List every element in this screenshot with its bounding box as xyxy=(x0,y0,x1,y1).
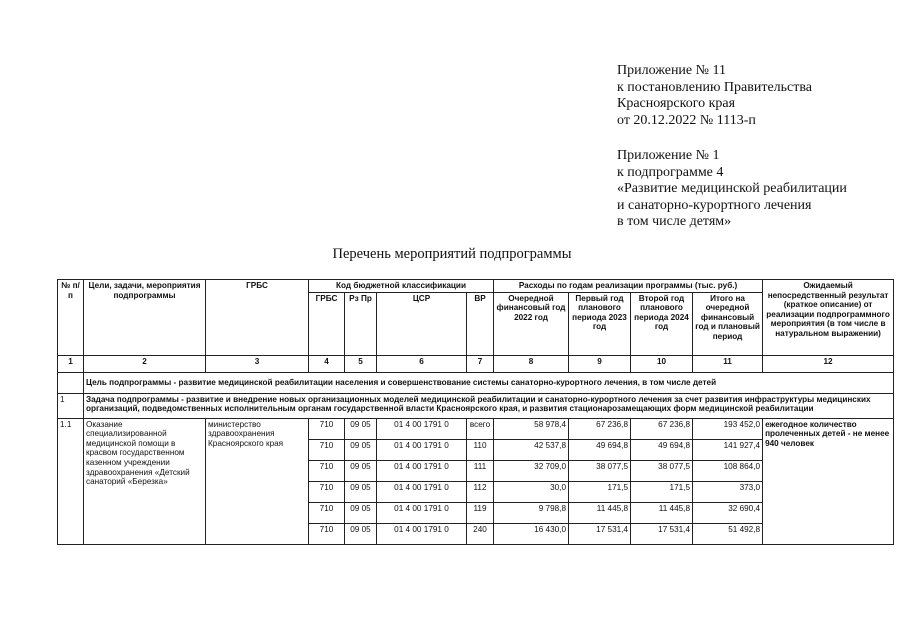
cell-rzpr: 09 05 xyxy=(345,523,377,544)
cell-csr: 01 4 00 1791 0 xyxy=(377,418,467,439)
page-title: Перечень мероприятий подпрограммы xyxy=(332,246,572,262)
col-header-2022: Очередной финансовый год 2022 год xyxy=(494,292,569,355)
cell-2023: 38 077,5 xyxy=(569,460,631,481)
col-header-total: Итого на очередной финансовый год и плановый период xyxy=(693,292,763,355)
cell-csr: 01 4 00 1791 0 xyxy=(377,481,467,502)
column-numbers-row xyxy=(58,355,894,372)
annex-header xyxy=(617,63,812,129)
cell-rzpr: 09 05 xyxy=(345,418,377,439)
cell-vr: 112 xyxy=(467,481,494,502)
cell-grbs: 710 xyxy=(309,439,345,460)
task-text: Задача подпрограммы - развитие и внедрение новых организационных моделей медицинской реабилитации и санаторно-курортного лечения за счет развития инфраструктуры медицинских организаций, подведомственных исполнительным органам государственной власти Красноярского края, и развития стационарозамещающих форм медицинской реабилитации xyxy=(84,393,894,418)
col-header-num: № п/п xyxy=(58,280,84,356)
cell-rzpr: 09 05 xyxy=(345,439,377,460)
header-row xyxy=(58,280,894,293)
task-num: 1 xyxy=(58,393,84,418)
cell-total: 193 452,0 xyxy=(693,418,763,439)
cell-grbs: 710 xyxy=(309,523,345,544)
measures-table xyxy=(57,279,894,545)
annex-line: Приложение № 1 xyxy=(617,148,720,163)
cell-total: 32 690,4 xyxy=(693,502,763,523)
column-number: 8 xyxy=(494,355,569,372)
cell-csr: 01 4 00 1791 0 xyxy=(377,460,467,481)
goal-num-cell xyxy=(58,372,84,393)
column-number: 4 xyxy=(309,355,345,372)
cell-2022: 32 709,0 xyxy=(494,460,569,481)
col-header-2023: Первый год планового периода 2023 год xyxy=(569,292,631,355)
cell-2024: 67 236,8 xyxy=(631,418,693,439)
cell-2023: 67 236,8 xyxy=(569,418,631,439)
column-number: 1 xyxy=(58,355,84,372)
goal-row xyxy=(58,372,894,393)
annex-line: Приложение № 11 xyxy=(617,63,726,78)
annex-line: Красноярского края xyxy=(617,96,736,111)
annex-line: от 20.12.2022 № 1113-п xyxy=(617,112,756,128)
cell-csr: 01 4 00 1791 0 xyxy=(377,439,467,460)
cell-2022: 58 978,4 xyxy=(494,418,569,439)
cell-total: 108 864,0 xyxy=(693,460,763,481)
cell-total: 141 927,4 xyxy=(693,439,763,460)
col-header-csr: ЦСР xyxy=(377,292,467,355)
cell-rzpr: 09 05 xyxy=(345,502,377,523)
col-header-expenses: Расходы по годам реализации программы (тыс. руб.) xyxy=(494,280,763,293)
cell-2022: 16 430,0 xyxy=(494,523,569,544)
annex-line: к постановлению Правительства xyxy=(617,79,813,95)
goal-text: Цель подпрограммы - развитие медицинской реабилитации населения и совершенствование системы санаторно-курортного лечения, в том числе детей xyxy=(84,372,894,393)
cell-csr: 01 4 00 1791 0 xyxy=(377,502,467,523)
cell-2022: 42 537,8 xyxy=(494,439,569,460)
annex-line: в том числе детям» xyxy=(617,214,732,229)
column-number: 11 xyxy=(693,355,763,372)
cell-2023: 17 531,4 xyxy=(569,523,631,544)
col-header-2024: Второй год планового периода 2024 год xyxy=(631,292,693,355)
column-number: 6 xyxy=(377,355,467,372)
column-number: 5 xyxy=(345,355,377,372)
cell-grbs: 710 xyxy=(309,418,345,439)
cell-2023: 49 694,8 xyxy=(569,439,631,460)
cell-rzpr: 09 05 xyxy=(345,481,377,502)
cell-2024: 49 694,8 xyxy=(631,439,693,460)
cell-vr: 110 xyxy=(467,439,494,460)
column-number: 3 xyxy=(206,355,309,372)
col-header-sub-grbs: ГРБС xyxy=(309,292,345,355)
col-header-grbs: ГРБС xyxy=(206,280,309,356)
column-number: 7 xyxy=(467,355,494,372)
cell-vr: 119 xyxy=(467,502,494,523)
cell-rzpr: 09 05 xyxy=(345,460,377,481)
col-header-rzpr: Рз Пр xyxy=(345,292,377,355)
cell-vr: всего xyxy=(467,418,494,439)
cell-2022: 30,0 xyxy=(494,481,569,502)
cell-total: 373,0 xyxy=(693,481,763,502)
col-header-vr: ВР xyxy=(467,292,494,355)
item-result: ежегодное количество пролеченных детей - не менее 940 человек xyxy=(763,418,894,544)
cell-2024: 17 531,4 xyxy=(631,523,693,544)
column-number: 9 xyxy=(569,355,631,372)
annex-line: и санаторно-курортного лечения xyxy=(617,197,812,213)
column-number: 12 xyxy=(763,355,894,372)
cell-2024: 11 445,8 xyxy=(631,502,693,523)
cell-2024: 171,5 xyxy=(631,481,693,502)
cell-total: 51 492,8 xyxy=(693,523,763,544)
cell-grbs: 710 xyxy=(309,460,345,481)
column-number: 10 xyxy=(631,355,693,372)
cell-2023: 171,5 xyxy=(569,481,631,502)
col-header-result: Ожидаемый непосредственный результат (краткое описание) от реализации подпрограммного мероприятия (в том числе в натуральном выражении) xyxy=(763,280,894,356)
item-name: Оказание специализированной медицинской помощи в красвом государственном казенном учреждении здравоохранения «Детский санаторий «Березка» xyxy=(84,418,206,544)
cell-2023: 11 445,8 xyxy=(569,502,631,523)
col-header-goals: Цели, задачи, мероприятия подпрограммы xyxy=(84,280,206,356)
cell-vr: 240 xyxy=(467,523,494,544)
col-header-budget-code: Код бюджетной классификации xyxy=(309,280,494,293)
cell-2022: 9 798,8 xyxy=(494,502,569,523)
table-row xyxy=(58,418,894,439)
task-row xyxy=(58,393,894,418)
item-grbs-name: министерство здравоохранения Красноярского края xyxy=(206,418,309,544)
annex-subprogram-header xyxy=(617,148,847,231)
cell-grbs: 710 xyxy=(309,481,345,502)
annex-line: «Развитие медицинской реабилитации xyxy=(617,181,847,196)
cell-2024: 38 077,5 xyxy=(631,460,693,481)
column-number: 2 xyxy=(84,355,206,372)
cell-csr: 01 4 00 1791 0 xyxy=(377,523,467,544)
item-num: 1.1 xyxy=(58,418,84,544)
cell-vr: 111 xyxy=(467,460,494,481)
cell-grbs: 710 xyxy=(309,502,345,523)
annex-line: к подпрограмме 4 xyxy=(617,164,724,180)
